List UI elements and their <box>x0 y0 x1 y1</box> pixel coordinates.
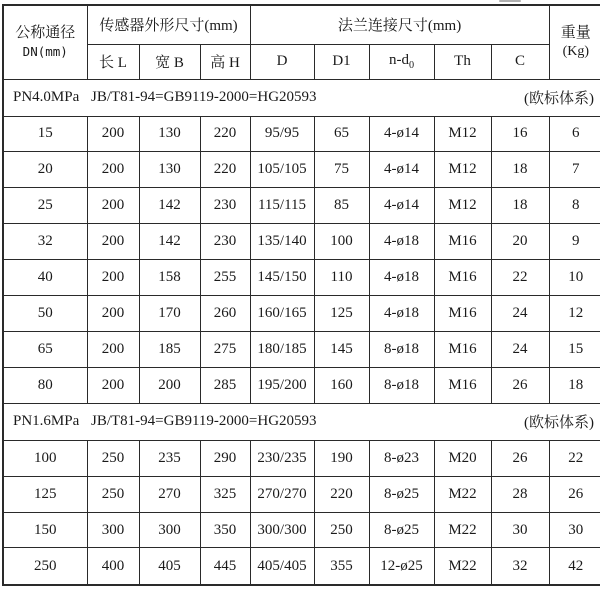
cell-weight: 10 <box>549 260 600 296</box>
header-c: C <box>491 44 549 79</box>
section-header-row <box>3 403 600 440</box>
cell-weight: 15 <box>549 331 600 367</box>
cell-dn: 250 <box>3 548 87 585</box>
header-sensor-group: 传感器外形尺寸(mm) <box>87 5 250 44</box>
cell-width-b: 170 <box>139 296 200 332</box>
cell-weight: 26 <box>549 476 600 512</box>
cell-weight: 8 <box>549 188 600 224</box>
cell-d1: 85 <box>314 188 369 224</box>
header-width-b: 宽 B <box>139 44 200 79</box>
cell-n-d0: 4-ø18 <box>369 224 434 260</box>
cell-th: M16 <box>434 224 491 260</box>
cell-c: 28 <box>491 476 549 512</box>
cell-length-l: 200 <box>87 331 139 367</box>
header-dn-line1: 公称通径 <box>15 25 76 42</box>
cell-dn: 125 <box>3 476 87 512</box>
data-row <box>3 188 600 224</box>
header-weight <box>549 5 600 79</box>
data-row <box>3 548 600 585</box>
cell-height-h: 445 <box>200 548 250 585</box>
cell-n-d0: 4-ø14 <box>369 116 434 152</box>
pressure-rating-label: PN4.0MPa <box>13 89 80 105</box>
cell-n-d0: 8-ø23 <box>369 440 434 476</box>
cell-d1: 160 <box>314 367 369 403</box>
data-row <box>3 260 600 296</box>
header-flange-group: 法兰连接尺寸(mm) <box>250 5 549 44</box>
standard-code-label: JB/T81-94=GB9119-2000=HG20593 <box>91 413 317 430</box>
cell-weight: 42 <box>549 548 600 585</box>
header-dn <box>3 5 87 79</box>
header-n-d0-sub: 0 <box>408 60 415 71</box>
cell-c: 16 <box>491 116 549 152</box>
header-weight-line2: (Kg) <box>562 44 590 60</box>
cell-d: 230/235 <box>250 440 314 476</box>
cell-dn: 32 <box>3 224 87 260</box>
section-header-cell <box>3 79 600 116</box>
cell-n-d0: 4-ø18 <box>369 296 434 332</box>
cell-c: 32 <box>491 548 549 585</box>
cell-c: 24 <box>491 296 549 332</box>
cell-height-h: 285 <box>200 367 250 403</box>
cell-d1: 220 <box>314 476 369 512</box>
cell-c: 18 <box>491 188 549 224</box>
section-header-cell <box>3 403 600 440</box>
cell-height-h: 230 <box>200 188 250 224</box>
data-row <box>3 152 600 188</box>
cell-length-l: 400 <box>87 548 139 585</box>
cell-width-b: 130 <box>139 152 200 188</box>
header-dn-line2: DN(mm) <box>22 44 68 60</box>
data-row <box>3 476 600 512</box>
cell-d1: 100 <box>314 224 369 260</box>
cell-n-d0: 4-ø14 <box>369 188 434 224</box>
cell-d1: 65 <box>314 116 369 152</box>
cell-c: 24 <box>491 331 549 367</box>
cell-width-b: 158 <box>139 260 200 296</box>
cell-dn: 65 <box>3 331 87 367</box>
cell-weight: 12 <box>549 296 600 332</box>
cell-length-l: 250 <box>87 440 139 476</box>
cell-dn: 150 <box>3 512 87 548</box>
cell-c: 22 <box>491 260 549 296</box>
cell-width-b: 405 <box>139 548 200 585</box>
cell-length-l: 250 <box>87 476 139 512</box>
cell-length-l: 200 <box>87 188 139 224</box>
data-row <box>3 116 600 152</box>
cell-d1: 125 <box>314 296 369 332</box>
header-d: D <box>250 44 314 79</box>
cell-th: M12 <box>434 188 491 224</box>
cell-n-d0: 8-ø18 <box>369 331 434 367</box>
cell-length-l: 300 <box>87 512 139 548</box>
cell-th: M22 <box>434 476 491 512</box>
cell-d1: 250 <box>314 512 369 548</box>
cell-th: M16 <box>434 296 491 332</box>
cell-dn: 25 <box>3 188 87 224</box>
cell-th: M16 <box>434 367 491 403</box>
cell-th: M16 <box>434 260 491 296</box>
cell-c: 26 <box>491 440 549 476</box>
header-weight-line1: 重量 <box>560 25 591 42</box>
header-length-l: 长 L <box>87 44 139 79</box>
cell-th: M22 <box>434 548 491 585</box>
data-row <box>3 331 600 367</box>
cell-length-l: 200 <box>87 260 139 296</box>
cell-d: 195/200 <box>250 367 314 403</box>
cell-dn: 40 <box>3 260 87 296</box>
data-row <box>3 440 600 476</box>
cropped-text-artifact <box>499 0 521 2</box>
cell-weight: 7 <box>549 152 600 188</box>
cell-height-h: 350 <box>200 512 250 548</box>
cell-n-d0: 8-ø25 <box>369 476 434 512</box>
cell-dn: 15 <box>3 116 87 152</box>
cell-c: 30 <box>491 512 549 548</box>
header-n-d0 <box>369 44 434 79</box>
cell-th: M12 <box>434 116 491 152</box>
cell-weight: 6 <box>549 116 600 152</box>
cell-c: 18 <box>491 152 549 188</box>
cell-n-d0: 4-ø18 <box>369 260 434 296</box>
cell-th: M22 <box>434 512 491 548</box>
cell-th: M12 <box>434 152 491 188</box>
cell-n-d0: 4-ø14 <box>369 152 434 188</box>
cell-dn: 50 <box>3 296 87 332</box>
cell-d1: 355 <box>314 548 369 585</box>
header-d1: D1 <box>314 44 369 79</box>
table-body <box>3 79 600 585</box>
header-row-1 <box>3 5 600 44</box>
cell-d: 180/185 <box>250 331 314 367</box>
cell-d: 160/165 <box>250 296 314 332</box>
data-row <box>3 296 600 332</box>
euro-standard-note: (欧标体系) <box>524 415 595 432</box>
cell-dn: 80 <box>3 367 87 403</box>
cell-height-h: 255 <box>200 260 250 296</box>
cell-dn: 100 <box>3 440 87 476</box>
cell-weight: 9 <box>549 224 600 260</box>
cell-width-b: 185 <box>139 331 200 367</box>
header-height-h: 高 H <box>200 44 250 79</box>
cell-weight: 22 <box>549 440 600 476</box>
euro-standard-note: (欧标体系) <box>524 91 595 107</box>
cell-c: 26 <box>491 367 549 403</box>
cell-weight: 18 <box>549 367 600 403</box>
cell-height-h: 325 <box>200 476 250 512</box>
cell-length-l: 200 <box>87 116 139 152</box>
cell-height-h: 260 <box>200 296 250 332</box>
cell-width-b: 235 <box>139 440 200 476</box>
header-row-2 <box>3 44 600 79</box>
cell-width-b: 142 <box>139 188 200 224</box>
cell-length-l: 200 <box>87 152 139 188</box>
cell-height-h: 220 <box>200 116 250 152</box>
cell-length-l: 200 <box>87 224 139 260</box>
cell-height-h: 220 <box>200 152 250 188</box>
pressure-rating-label: PN1.6MPa <box>13 413 80 430</box>
cell-n-d0: 8-ø25 <box>369 512 434 548</box>
cell-d: 105/105 <box>250 152 314 188</box>
data-row <box>3 512 600 548</box>
cell-height-h: 275 <box>200 331 250 367</box>
cell-n-d0: 12-ø25 <box>369 548 434 585</box>
cell-width-b: 200 <box>139 367 200 403</box>
standard-code-label: JB/T81-94=GB9119-2000=HG20593 <box>91 89 317 105</box>
cell-height-h: 230 <box>200 224 250 260</box>
header-th: Th <box>434 44 491 79</box>
cell-d: 115/115 <box>250 188 314 224</box>
section-header-row <box>3 79 600 116</box>
cell-th: M20 <box>434 440 491 476</box>
cell-n-d0: 8-ø18 <box>369 367 434 403</box>
cell-d: 135/140 <box>250 224 314 260</box>
cell-d: 95/95 <box>250 116 314 152</box>
cell-d1: 110 <box>314 260 369 296</box>
cell-height-h: 290 <box>200 440 250 476</box>
cell-d: 270/270 <box>250 476 314 512</box>
header-n-d0-text: n-d <box>388 52 409 68</box>
cell-width-b: 270 <box>139 476 200 512</box>
cell-th: M16 <box>434 331 491 367</box>
cell-d: 145/150 <box>250 260 314 296</box>
cell-width-b: 300 <box>139 512 200 548</box>
cell-d1: 75 <box>314 152 369 188</box>
cell-d1: 145 <box>314 331 369 367</box>
data-row <box>3 367 600 403</box>
cell-c: 20 <box>491 224 549 260</box>
cell-width-b: 142 <box>139 224 200 260</box>
cell-d: 405/405 <box>250 548 314 585</box>
cell-d1: 190 <box>314 440 369 476</box>
cell-length-l: 200 <box>87 296 139 332</box>
cell-d: 300/300 <box>250 512 314 548</box>
cell-dn: 20 <box>3 152 87 188</box>
cell-weight: 30 <box>549 512 600 548</box>
spec-table <box>2 4 600 586</box>
data-row <box>3 224 600 260</box>
cell-length-l: 200 <box>87 367 139 403</box>
cell-width-b: 130 <box>139 116 200 152</box>
